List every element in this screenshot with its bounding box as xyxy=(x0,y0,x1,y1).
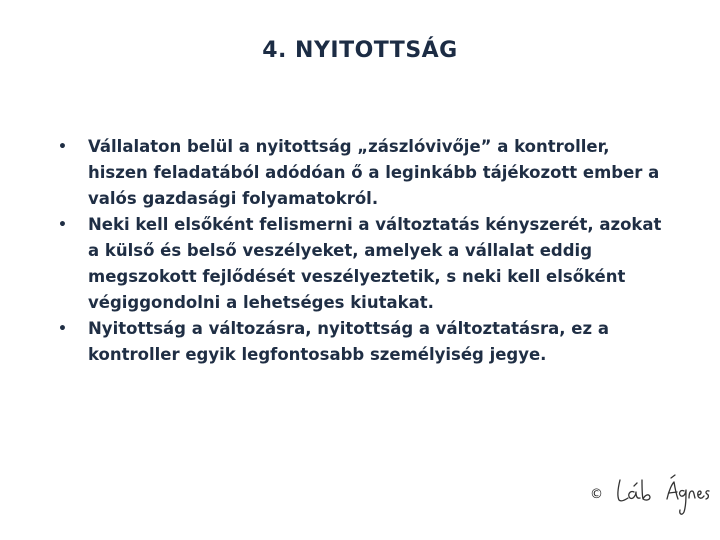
slide-title: 4. NYITOTTSÁG xyxy=(262,38,458,63)
bullet-text: Nyitottság a változásra, nyitottság a változtatásra, ez a kontroller egyik legfontosabb személyiség jegye. xyxy=(88,319,609,364)
signature-icon xyxy=(612,470,712,522)
bullet-marker: • xyxy=(58,321,67,337)
bullet-list xyxy=(52,134,664,368)
bullet-marker: • xyxy=(58,139,67,155)
copyright-symbol: © xyxy=(590,487,603,502)
list-item xyxy=(52,134,664,212)
bullet-text: Neki kell elsőként felismerni a változtatás kényszerét, azokat a külső és belső veszélyeket, amelyek a vállalat eddig megszokott fejlődését veszélyeztetik, s neki kell elsőként végiggondolni a lehetséges kiutakat. xyxy=(88,215,662,312)
list-item xyxy=(52,316,664,368)
list-item xyxy=(52,212,664,316)
bullet-text: Vállalaton belül a nyitottság „zászlóvivője” a kontroller, hiszen feladatából adódóan ő a leginkább tájékozott ember a valós gazdasági folyamatokról. xyxy=(88,137,660,208)
bullet-marker: • xyxy=(58,217,67,233)
